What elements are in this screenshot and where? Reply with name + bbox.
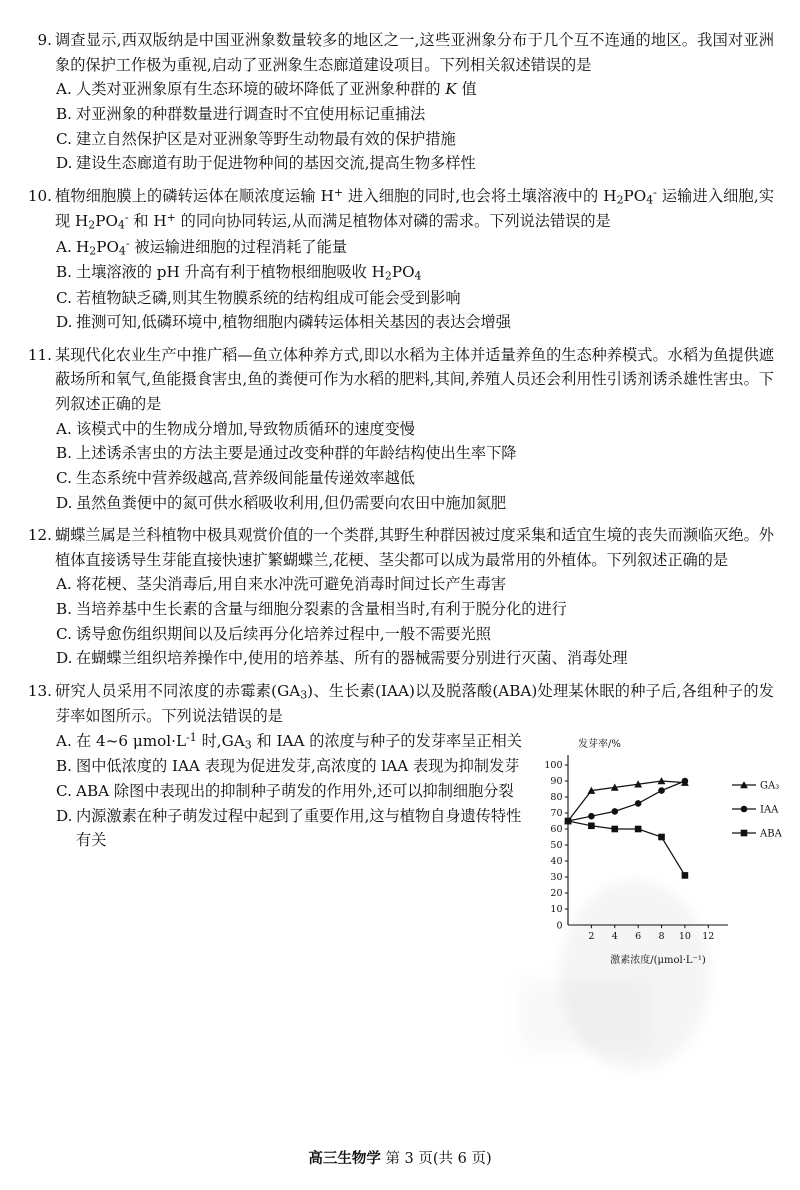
question-10 [26, 184, 774, 335]
option-d[interactable] [56, 310, 774, 335]
option-text: 对亚洲象的种群数量进行调查时不宜使用标记重捕法 [76, 104, 426, 123]
svg-text:90: 90 [550, 776, 563, 788]
option-a[interactable] [56, 77, 774, 102]
question-stem: 调查显示,西双版纳是中国亚洲象数量较多的地区之一,这些亚洲象分布于几个互不连通的地区。我国对亚洲象的保护工作极为重视,启动了亚洲象生态廊道建设项目。下列相关叙述错误的是 [55, 31, 774, 74]
option-c[interactable] [56, 286, 774, 311]
option-label: D. [56, 649, 73, 668]
option-label: B. [56, 600, 72, 619]
svg-text:60: 60 [550, 824, 563, 836]
option-label: D. [56, 493, 73, 512]
footer-subject: 高三生物学 [308, 1150, 381, 1167]
svg-text:50: 50 [550, 840, 563, 852]
question-13-options [26, 729, 526, 853]
question-stem: 研究人员采用不同浓度的赤霉素$(GA_3)$、生长素(IAA)以及脱落酸(ABA)处理某休眠的种子后,各组种子的发芽率如图所示。下列说法错误的是 [55, 681, 774, 726]
option-text: 生态系统中营养级越高,营养级间能量传递效率越低 [76, 468, 415, 487]
option-text: 人类对亚洲象原有生态环境的破坏降低了亚洲象种群的 K 值 [76, 80, 477, 99]
option-label: B. [56, 757, 72, 776]
question-11 [26, 343, 774, 515]
option-c[interactable] [56, 622, 774, 647]
option-label: A. [56, 419, 72, 438]
page-footer [0, 1147, 800, 1168]
option-text: 建立自然保护区是对亚洲象等野生动物最有效的保护措施 [76, 129, 456, 148]
svg-text:8: 8 [658, 931, 665, 943]
svg-text:GA₃: GA₃ [760, 780, 780, 792]
option-label: B. [56, 444, 72, 463]
option-a[interactable] [56, 729, 526, 754]
option-text: 内源激素在种子萌发过程中起到了重要作用,这与植物自身遗传特性有关 [76, 806, 522, 850]
svg-text:0: 0 [556, 920, 563, 932]
question-number: 12. [27, 526, 52, 545]
option-label: C. [56, 288, 72, 307]
svg-text:激素浓度/(μmol·L⁻¹): 激素浓度/(μmol·L⁻¹) [610, 955, 706, 967]
option-d[interactable] [56, 804, 526, 853]
option-text: 图中低浓度的 IAA 表现为促进发芽,高浓度的 lAA 表现为抑制发芽 [76, 757, 520, 776]
chart-svg [530, 733, 792, 969]
option-label: D. [56, 313, 73, 332]
option-a[interactable] [56, 572, 774, 597]
option-text: 虽然鱼粪便中的氮可供水稻吸收利用,但仍需要向农田中施加氮肥 [76, 493, 507, 512]
question-number: 9. [37, 31, 52, 49]
option-text: 上述诱杀害虫的方法主要是通过改变种群的年龄结构使出生率下降 [76, 444, 517, 463]
option-text: 在蝴蝶兰组织培养操作中,使用的培养基、所有的器械需要分别进行灭菌、消毒处理 [76, 649, 628, 668]
option-label: A. [56, 80, 72, 99]
question-number: 10. [27, 186, 52, 205]
option-a[interactable] [56, 417, 774, 442]
question-12 [26, 523, 774, 671]
option-text: 诱导愈伤组织期间以及后续再分化培养过程中,一般不需要光照 [76, 624, 491, 643]
svg-text:80: 80 [550, 792, 563, 804]
question-9 [26, 28, 774, 176]
option-label: B. [56, 104, 72, 123]
option-text: 建设生态廊道有助于促进物种间的基因交流,提高生物多样性 [76, 154, 476, 173]
svg-text:20: 20 [550, 888, 563, 900]
question-13 [26, 679, 782, 969]
option-text: 在 4~6 $\mu mol\cdot L^{-1}$ 时$,GA_3$ 和 IAA 的浓度与种子的发芽率呈正相关 [76, 731, 522, 752]
option-b[interactable] [56, 260, 774, 285]
svg-text:4: 4 [611, 931, 618, 943]
question-list [26, 28, 782, 977]
svg-text:ABA: ABA [760, 828, 782, 840]
question-stem: 植物细胞膜上的磷转运体在顺浓度运输 H+ 进入细胞的同时,也会将土壤溶液中的 $H_2PO_4^-$ 运输进入细胞,实现 $H_2PO_4^-$ 和 H+ 的同向协同转运,从而满足植物体对磷的需求。下列说法错误的是 [55, 185, 775, 232]
option-label: A. [56, 575, 72, 594]
question-number: 11. [27, 345, 52, 364]
option-text: 土壤溶液的 pH 升高有利于植物根细胞吸收 $H_2PO_4$ [76, 263, 422, 283]
svg-text:IAA: IAA [760, 804, 779, 816]
option-text: 该模式中的生物成分增加,导致物质循环的速度变慢 [76, 419, 415, 438]
option-label: C. [56, 129, 72, 148]
option-d[interactable] [56, 151, 774, 176]
svg-text:10: 10 [550, 904, 563, 916]
option-c[interactable] [56, 779, 526, 804]
option-text: 若植物缺乏磷,则其生物膜系统的结构组成可能会受到影响 [76, 288, 461, 307]
option-text: $H_2PO_4^-$ 被运输进细胞的过程消耗了能量 [76, 236, 348, 258]
option-b[interactable] [56, 102, 774, 127]
svg-text:70: 70 [550, 808, 563, 820]
option-text: 将花梗、茎尖消毒后,用自来水冲洗可避免消毒时间过长产生毒害 [76, 575, 507, 594]
option-label: A. [56, 732, 72, 751]
germination-rate-chart [530, 733, 792, 969]
svg-text:30: 30 [550, 872, 563, 884]
question-stem: 蝴蝶兰属是兰科植物中极具观赏价值的一个类群,其野生种群因被过度采集和适宜生境的丧失而濒临灭绝。外植体直接诱导生芽能直接快速扩繁蝴蝶兰,花梗、茎尖都可以成为最常用的外植体。下列叙述正确的是 [55, 526, 774, 569]
footer-page: 第 3 页(共 6 页) [385, 1151, 492, 1167]
option-label: C. [56, 624, 72, 643]
option-text: 推测可知,低磷环境中,植物细胞内磷转运体相关基因的表达会增强 [76, 313, 511, 332]
scan-smudge [520, 980, 650, 1050]
question-number: 13. [27, 681, 52, 700]
option-label: C. [56, 782, 72, 801]
option-a[interactable] [56, 235, 774, 260]
option-label: B. [56, 263, 72, 282]
option-label: D. [56, 806, 73, 825]
svg-text:2: 2 [588, 931, 595, 943]
option-b[interactable] [56, 754, 526, 779]
option-label: A. [56, 237, 72, 256]
option-label: D. [56, 154, 73, 173]
option-label: C. [56, 468, 72, 487]
option-c[interactable] [56, 127, 774, 152]
option-b[interactable] [56, 597, 774, 622]
svg-text:6: 6 [635, 931, 642, 943]
option-text: ABA 除图中表现出的抑制种子萌发的作用外,还可以抑制细胞分裂 [76, 782, 514, 801]
option-c[interactable] [56, 466, 774, 491]
option-d[interactable] [56, 646, 774, 671]
svg-text:12: 12 [702, 931, 715, 943]
svg-text:10: 10 [678, 931, 691, 943]
option-d[interactable] [56, 491, 774, 516]
question-stem: 某现代化农业生产中推广稻—鱼立体种养方式,即以水稻为主体并适量养鱼的生态种养模式。水稻为鱼提供遮蔽场所和氧气,鱼能摄食害虫,鱼的粪便可作为水稻的肥料,其间,养殖人员还会利用性引诱剂诱杀雄性害虫。下列叙述正确的是 [55, 345, 774, 414]
option-b[interactable] [56, 441, 774, 466]
option-text: 当培养基中生长素的含量与细胞分裂素的含量相当时,有利于脱分化的进行 [76, 600, 567, 619]
svg-text:40: 40 [550, 856, 563, 868]
svg-text:100: 100 [544, 760, 563, 772]
svg-text:发芽率/%: 发芽率/% [578, 739, 621, 751]
